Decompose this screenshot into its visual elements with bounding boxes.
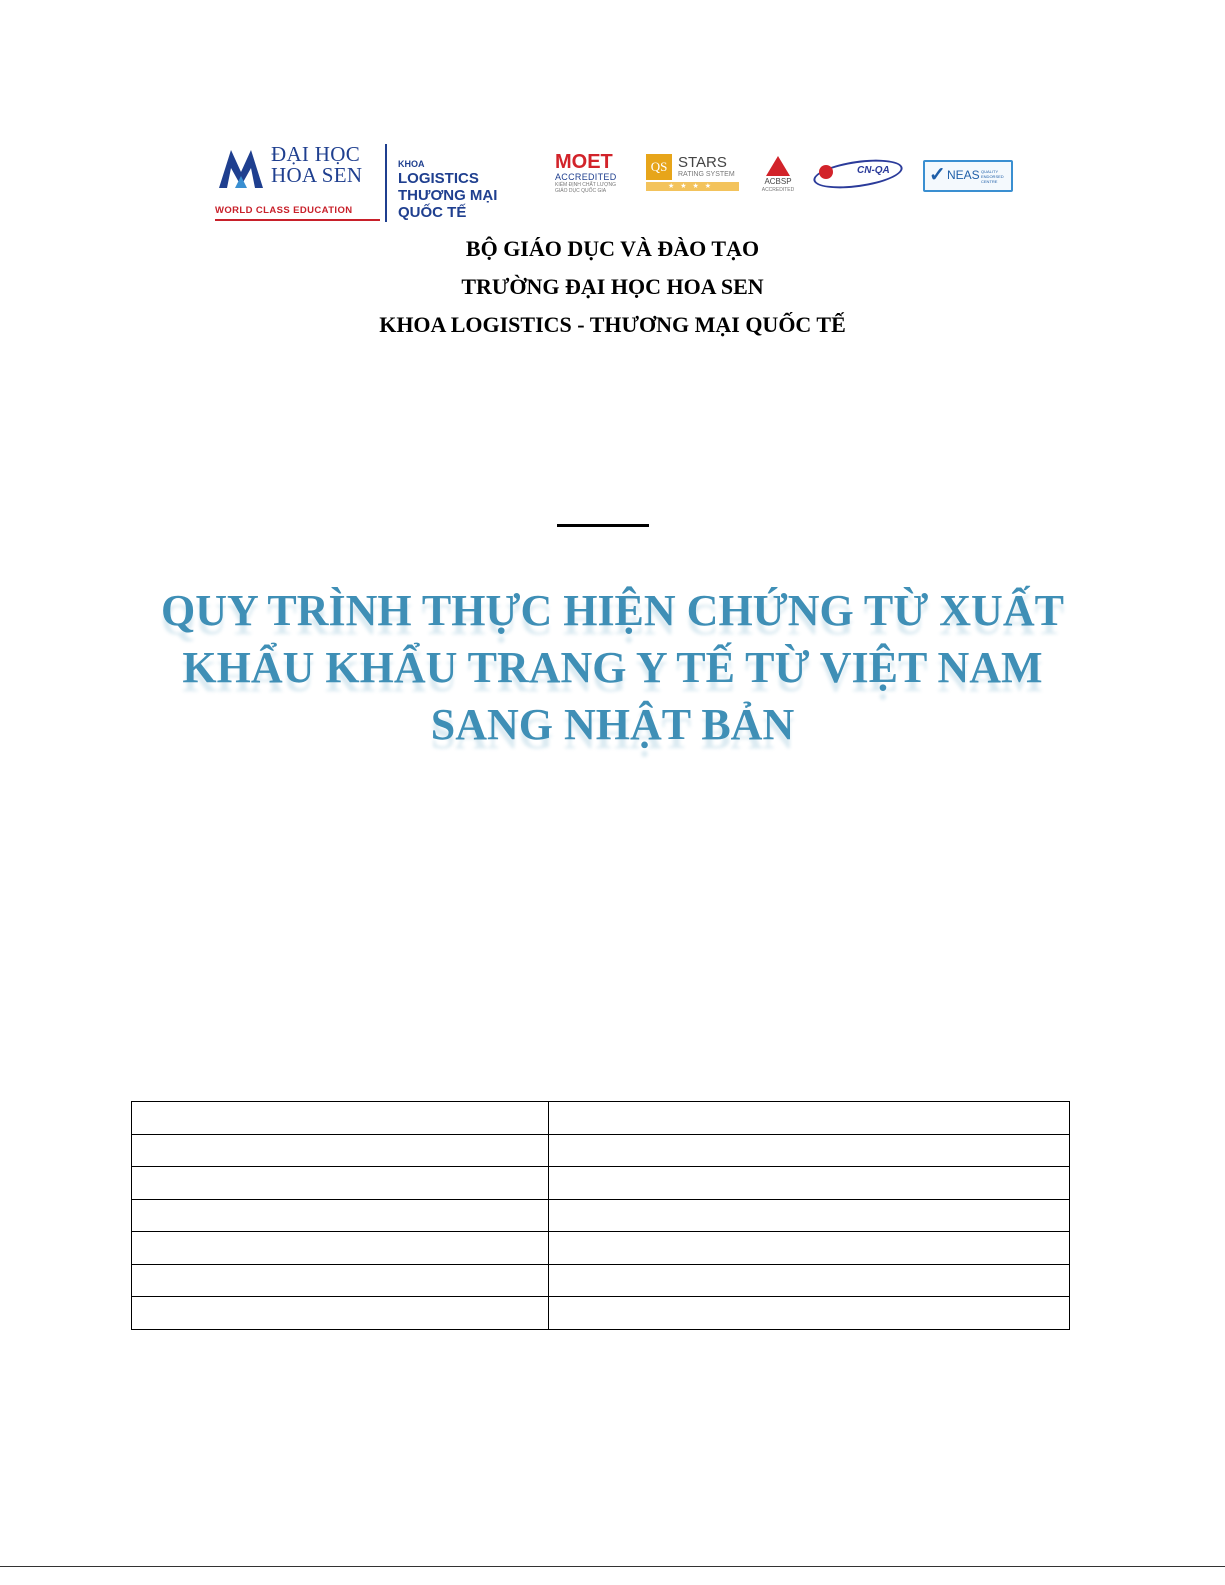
table-cell	[132, 1232, 549, 1265]
university-line: TRƯỜNG ĐẠI HỌC HOA SEN	[461, 274, 764, 299]
checkmark-icon: ✓	[929, 164, 946, 186]
table-cell	[132, 1199, 549, 1232]
cnqa-badge	[813, 158, 903, 188]
table-row	[132, 1167, 1070, 1200]
acbsp-subtext: ACCREDITED	[761, 187, 795, 193]
table-cell	[549, 1199, 1070, 1232]
moet-title: MOET	[555, 151, 613, 173]
document-title	[60, 582, 1165, 753]
university-name	[271, 144, 381, 186]
title-line3: SANG NHẬT BẢN	[430, 700, 795, 749]
logo-divider	[385, 144, 387, 222]
table-cell	[132, 1134, 549, 1167]
acbsp-badge	[760, 156, 796, 196]
university-tagline: WORLD CLASS EDUCATION	[215, 205, 353, 216]
hoa-sen-logo	[215, 142, 500, 224]
qs-star-bar: ★★★★	[646, 182, 739, 191]
qs-rating-text: RATING SYSTEM	[678, 171, 735, 178]
info-table	[131, 1101, 1070, 1330]
ministry-line: BỘ GIÁO DỤC VÀ ĐÀO TẠO	[465, 236, 760, 261]
hoa-sen-lotus-icon	[215, 142, 267, 194]
table-cell	[549, 1134, 1070, 1167]
qs-icon: QS	[646, 154, 672, 180]
faculty-line2: THƯƠNG MẠI	[398, 187, 498, 204]
logo-strip	[215, 138, 1015, 224]
qs-stars-text: STARS	[678, 154, 727, 171]
neas-small-text: QUALITY ENDORSED CENTRE	[981, 169, 1004, 184]
cnqa-dot-icon	[819, 165, 833, 179]
table-cell	[132, 1167, 549, 1200]
moet-subtitle: KIỂM ĐỊNH CHẤT LƯỢNG GIÁO DỤC QUỐC GIA	[555, 182, 616, 194]
faculty-line1: LOGISTICS	[398, 170, 479, 187]
acbsp-text: ACBSP	[764, 177, 792, 186]
table-cell	[549, 1232, 1070, 1265]
university-name-line2: HOA SEN	[271, 163, 363, 187]
table-row	[132, 1199, 1070, 1232]
table-cell	[549, 1297, 1070, 1330]
document-header	[0, 230, 1225, 344]
table-cell	[132, 1102, 549, 1135]
title-line2: KHẨU KHẨU TRANG Y TẾ TỪ VIỆT NAM	[182, 643, 1043, 692]
table-cell	[549, 1102, 1070, 1135]
university-name-line1: ĐẠI HỌC	[271, 142, 361, 166]
table-row	[132, 1297, 1070, 1330]
neas-text: NEAS	[947, 168, 980, 182]
faculty-line: KHOA LOGISTICS - THƯƠNG MẠI QUỐC TẾ	[379, 312, 846, 337]
table-row	[132, 1134, 1070, 1167]
table-cell	[132, 1297, 549, 1330]
neas-badge	[923, 160, 1013, 192]
qs-stars-badge	[646, 154, 741, 192]
table-row	[132, 1264, 1070, 1297]
faculty-logo	[398, 158, 497, 221]
table-cell	[549, 1167, 1070, 1200]
table-cell	[549, 1264, 1070, 1297]
moet-accredited: ACCREDITED	[555, 172, 617, 182]
acbsp-triangle-icon	[766, 156, 790, 176]
faculty-line3: QUỐC TẾ	[398, 204, 467, 221]
faculty-label: KHOA	[398, 159, 425, 169]
table-row	[132, 1232, 1070, 1265]
decorative-rule	[557, 524, 649, 527]
cnqa-text: CN-QA	[857, 165, 890, 176]
table-cell	[132, 1264, 549, 1297]
page-bottom-border	[0, 1566, 1225, 1567]
title-line1: QUY TRÌNH THỰC HIỆN CHỨNG TỪ XUẤT	[161, 586, 1064, 635]
tagline-underline	[215, 219, 380, 221]
table-row	[132, 1102, 1070, 1135]
moet-badge	[555, 152, 625, 194]
